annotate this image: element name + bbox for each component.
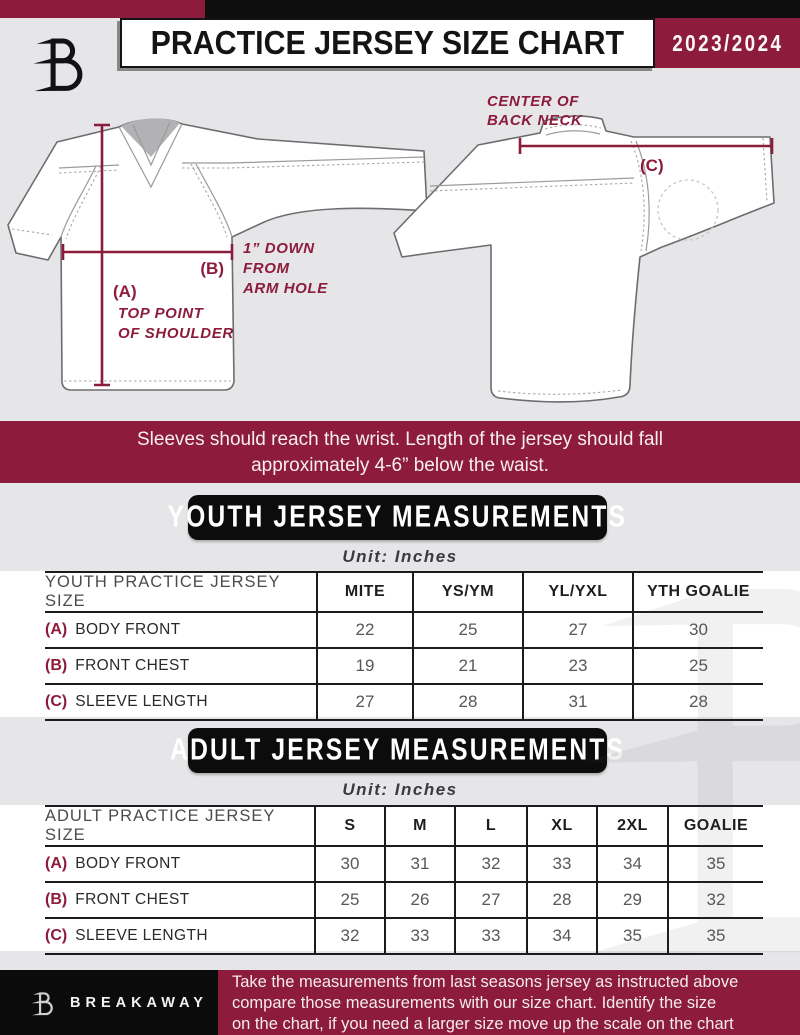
footer-instructions-line3: on the chart, if you need a larger size move up the scale on the chart — [232, 1015, 734, 1033]
page-title: PRACTICE JERSEY SIZE CHART — [150, 24, 625, 61]
label-c-caption-1: CENTER OF — [487, 93, 580, 110]
adult-col-m: M — [385, 806, 455, 846]
row-label: SLEEVE LENGTH — [75, 927, 208, 944]
label-b-caption-1: 1” DOWN — [243, 240, 315, 257]
brand-name: BREAKAWAY — [70, 994, 208, 1011]
cell-value: 22 — [317, 612, 413, 648]
youth-unit-label: Unit: Inches — [342, 547, 458, 566]
jersey-diagram — [0, 85, 800, 422]
cell-value: 33 — [385, 918, 455, 954]
cell-value: 34 — [527, 918, 597, 954]
adult-col-2xl: 2XL — [597, 806, 668, 846]
adult-col-l: L — [455, 806, 527, 846]
cell-value: 31 — [523, 684, 633, 720]
label-b-caption-2: FROM — [243, 260, 290, 277]
cell-value: 31 — [385, 846, 455, 882]
row-tag: (C) — [45, 693, 68, 710]
adult-col-goalie: GOALIE — [668, 806, 763, 846]
label-c-caption-2: BACK NECK — [487, 112, 583, 129]
cell-value: 28 — [633, 684, 763, 720]
adult-col-s: S — [315, 806, 385, 846]
adult-section-banner — [170, 728, 625, 773]
row-tag: (A) — [45, 621, 68, 638]
row-tag: (A) — [45, 855, 68, 872]
cell-value: 23 — [523, 648, 633, 684]
fit-notice-line2: approximately 4-6” below the waist. — [251, 455, 549, 476]
label-c-tag: (C) — [640, 156, 664, 175]
label-a-caption-2: OF SHOULDER — [118, 325, 234, 342]
youth-section-heading: YOUTH JERSEY MEASUREMENTS — [167, 500, 628, 534]
adult-header-row — [45, 806, 763, 846]
table-row — [45, 648, 763, 684]
cell-value: 32 — [455, 846, 527, 882]
table-row — [45, 612, 763, 648]
cell-value: 27 — [455, 882, 527, 918]
fit-notice-line1: Sleeves should reach the wrist. Length of the jersey should fall — [137, 429, 663, 450]
footer-instructions-line1: Take the measurements from last seasons jersey as instructed above — [232, 973, 739, 991]
youth-header-label: YOUTH PRACTICE JERSEY SIZE — [45, 572, 317, 612]
adult-table-band — [0, 805, 800, 951]
back-jersey-drawing — [394, 116, 774, 402]
youth-section-banner — [167, 495, 628, 540]
adult-col-xl: XL — [527, 806, 597, 846]
cell-value: 21 — [413, 648, 523, 684]
adult-unit-label: Unit: Inches — [342, 780, 458, 799]
cell-value: 27 — [523, 612, 633, 648]
footer — [0, 970, 800, 1035]
row-label: SLEEVE LENGTH — [75, 693, 208, 710]
footer-instructions-line2: compare those measurements with our size chart. Identify the size — [232, 994, 717, 1012]
label-a-tag: (A) — [113, 282, 137, 301]
top-maroon-strip — [0, 0, 205, 18]
cell-value: 35 — [668, 918, 763, 954]
cell-value: 28 — [527, 882, 597, 918]
row-tag: (B) — [45, 657, 68, 674]
cell-value: 27 — [317, 684, 413, 720]
adult-section-heading: ADULT JERSEY MEASUREMENTS — [170, 733, 625, 767]
cell-value: 28 — [413, 684, 523, 720]
breakaway-b-logo-icon — [30, 26, 92, 100]
table-row — [45, 846, 763, 882]
label-b-caption-3: ARM HOLE — [243, 280, 328, 297]
cell-value: 29 — [597, 882, 668, 918]
row-label: FRONT CHEST — [75, 657, 190, 674]
row-label: BODY FRONT — [75, 621, 181, 638]
cell-value: 33 — [527, 846, 597, 882]
season-badge — [655, 18, 800, 68]
youth-size-table — [45, 571, 763, 721]
row-label: BODY FRONT — [75, 855, 181, 872]
cell-value: 33 — [455, 918, 527, 954]
cell-value: 25 — [633, 648, 763, 684]
youth-table-band — [0, 571, 800, 717]
cell-value: 34 — [597, 846, 668, 882]
youth-col-mite: MITE — [317, 572, 413, 612]
cell-value: 25 — [315, 882, 385, 918]
youth-header-row — [45, 572, 763, 612]
label-b-tag: (B) — [200, 259, 224, 278]
top-black-strip — [205, 0, 800, 18]
cell-value: 30 — [315, 846, 385, 882]
cell-value: 32 — [315, 918, 385, 954]
row-label: FRONT CHEST — [75, 891, 190, 908]
cell-value: 35 — [597, 918, 668, 954]
cell-value: 26 — [385, 882, 455, 918]
season-label: 2023/2024 — [671, 29, 784, 56]
youth-col-goalie: YTH GOALIE — [633, 572, 763, 612]
footer-brand-block — [0, 970, 218, 1035]
cell-value: 32 — [668, 882, 763, 918]
adult-size-table — [45, 805, 763, 955]
youth-col-ylyxl: YL/YXL — [523, 572, 633, 612]
adult-header-label: ADULT PRACTICE JERSEY SIZE — [45, 806, 315, 846]
row-tag: (C) — [45, 927, 68, 944]
table-row — [45, 918, 763, 954]
label-a-caption-1: TOP POINT — [118, 305, 204, 322]
fit-notice-banner — [0, 421, 800, 483]
page-title-box — [120, 18, 655, 68]
front-jersey-drawing — [8, 118, 427, 390]
table-row — [45, 684, 763, 720]
footer-instructions — [218, 970, 800, 1035]
row-tag: (B) — [45, 891, 68, 908]
cell-value: 19 — [317, 648, 413, 684]
cell-value: 35 — [668, 846, 763, 882]
breakaway-b-footer-icon — [30, 987, 57, 1019]
table-row — [45, 882, 763, 918]
cell-value: 25 — [413, 612, 523, 648]
cell-value: 30 — [633, 612, 763, 648]
youth-col-ysym: YS/YM — [413, 572, 523, 612]
